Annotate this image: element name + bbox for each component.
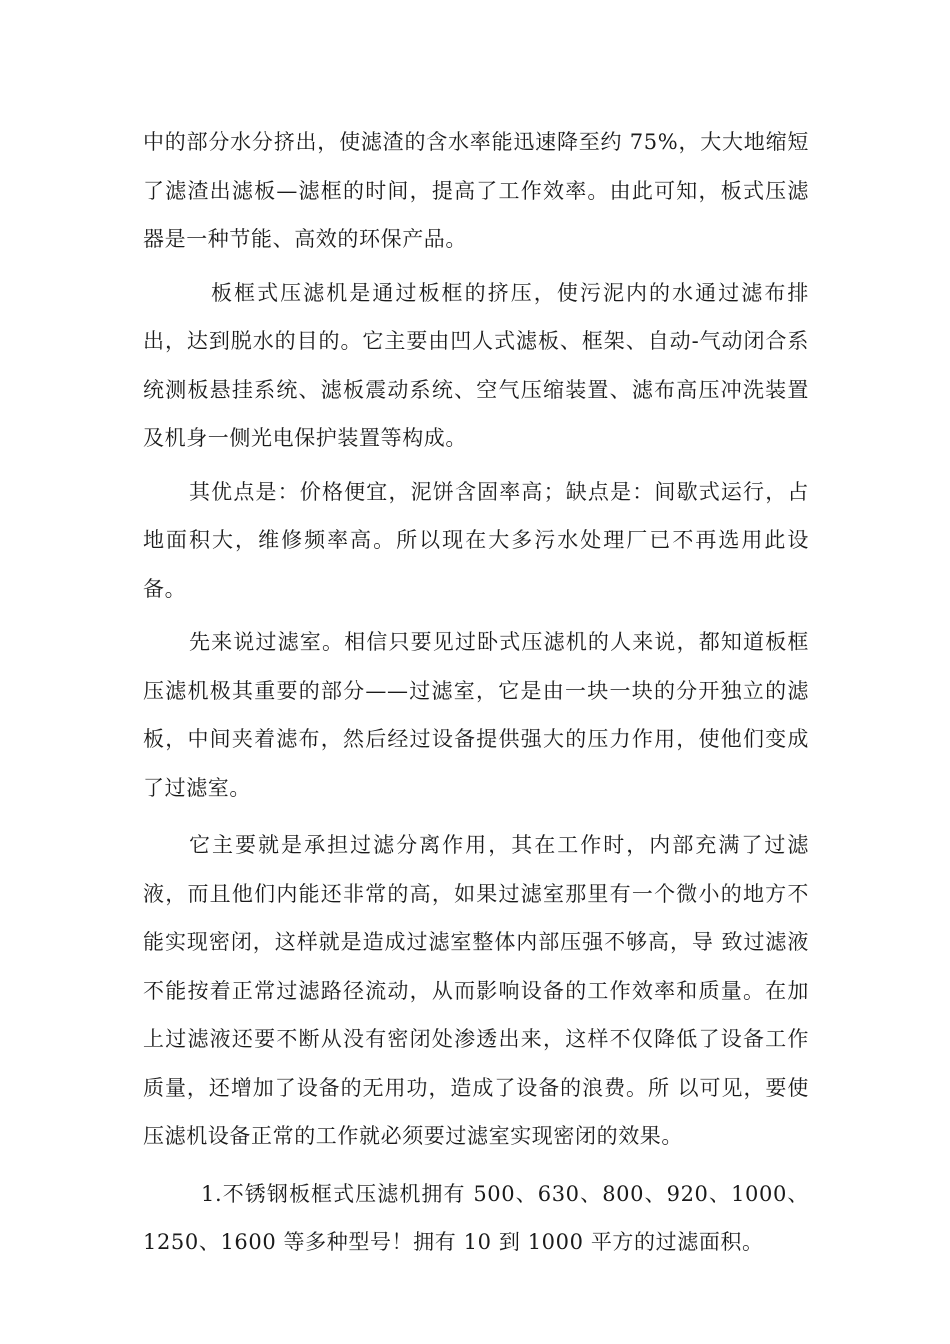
paragraph-sealing: 它主要就是承担过滤分离作用，其在工作时，内部充满了过滤液，而且他们内能还非常的高，如果过滤室那里有一个微小的地方不能实现密闭，这样就是造成过滤室整体内部压强不够高，导 致过滤液不能按着正常过滤路径流动，从而影响设备的工作效率和质量。在加上过滤液还要不断从没有密闭处渗透出来，这样不仅降低了设备工作质量，还增加了设备的无用功，造成了设备的浪费。所 以可见，要使压滤机设备正常的工作就必须要过滤室实现密闭的效果。 <box>143 833 809 1148</box>
paragraph-pros-cons: 其优点是：价格便宜，泥饼含固率高；缺点是：间歇式运行，占地面积大，维修频率高。所以现在大多污水处理厂已不再选用此设备。 <box>143 479 809 601</box>
paragraph-plate-frame-press: 板框式压滤机是通过板框的挤压，使污泥内的水通过滤布排出，达到脱水的目的。它主要由凹人式滤板、框架、自动-气动闭合系统测板悬挂系统、滤板震动系统、空气压缩装置、滤布高压冲洗装置及机身一侧光电保护装置等构成。 <box>143 280 809 450</box>
paragraph-models: 1.不锈钢板框式压滤机拥有 500、630、800、920、1000、1250、1600 等多种型号！拥有 10 到 1000 平方的过滤面积。 <box>143 1181 809 1254</box>
document-body <box>143 118 809 1267</box>
paragraph-continuation: 中的部分水分挤出，使滤渣的含水率能迅速降至约 75%，大大地缩短了滤渣出滤板—滤框的时间，提高了工作效率。由此可知，板式压滤器是一种节能、高效的环保产品。 <box>143 130 809 251</box>
paragraph-filter-chamber: 先来说过滤室。相信只要见过卧式压滤机的人来说，都知道板框压滤机极其重要的部分——过滤室，它是由一块一块的分开独立的滤板，中间夹着滤布，然后经过设备提供强大的压力作用，使他们变成了过滤室。 <box>143 630 809 800</box>
